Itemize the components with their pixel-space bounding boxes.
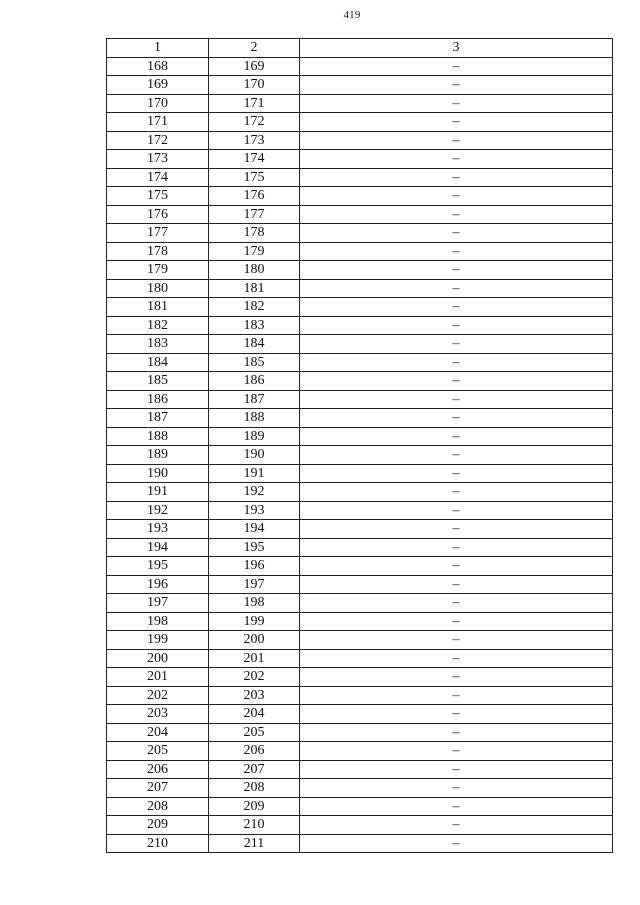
table-row [107, 520, 613, 539]
table-row [107, 187, 613, 206]
table-cell-col-1: 198 [107, 612, 209, 631]
table-cell-col-2: 181 [209, 279, 300, 298]
table-cell-col-2: 202 [209, 668, 300, 687]
column-header-1: 1 [107, 39, 209, 58]
table-cell-col-2: 206 [209, 742, 300, 761]
table-cell-col-2: 188 [209, 409, 300, 428]
table-cell-col-3: – [300, 298, 613, 317]
table-row [107, 335, 613, 354]
table-cell-col-2: 169 [209, 57, 300, 76]
table-row [107, 464, 613, 483]
table-cell-col-2: 196 [209, 557, 300, 576]
table-cell-col-1: 207 [107, 779, 209, 798]
table-cell-col-1: 206 [107, 760, 209, 779]
table-cell-col-3: – [300, 279, 613, 298]
table-cell-col-1: 209 [107, 816, 209, 835]
table-cell-col-2: 186 [209, 372, 300, 391]
table-cell-col-3: – [300, 686, 613, 705]
table-row [107, 797, 613, 816]
table-row [107, 57, 613, 76]
table-row [107, 501, 613, 520]
table-row [107, 409, 613, 428]
table-cell-col-1: 183 [107, 335, 209, 354]
table-cell-col-2: 207 [209, 760, 300, 779]
table-row [107, 390, 613, 409]
table-cell-col-1: 168 [107, 57, 209, 76]
table-cell-col-2: 211 [209, 834, 300, 853]
table-cell-col-3: – [300, 57, 613, 76]
table-cell-col-2: 185 [209, 353, 300, 372]
table-row [107, 834, 613, 853]
table-row [107, 131, 613, 150]
table-row [107, 816, 613, 835]
table-cell-col-3: – [300, 779, 613, 798]
table-cell-col-3: – [300, 834, 613, 853]
table-row [107, 779, 613, 798]
table-cell-col-1: 197 [107, 594, 209, 613]
table-cell-col-2: 204 [209, 705, 300, 724]
table-cell-col-1: 194 [107, 538, 209, 557]
table-row [107, 76, 613, 95]
table-cell-col-3: – [300, 242, 613, 261]
page-number: 419 [343, 9, 361, 21]
table-cell-col-1: 208 [107, 797, 209, 816]
table-cell-col-2: 191 [209, 464, 300, 483]
table-cell-col-3: – [300, 464, 613, 483]
table-cell-col-2: 200 [209, 631, 300, 650]
table-cell-col-2: 210 [209, 816, 300, 835]
table-cell-col-2: 183 [209, 316, 300, 335]
table-cell-col-1: 174 [107, 168, 209, 187]
table-cell-col-2: 175 [209, 168, 300, 187]
table-row [107, 742, 613, 761]
table-cell-col-2: 198 [209, 594, 300, 613]
table-row [107, 94, 613, 113]
table-cell-col-3: – [300, 575, 613, 594]
table-cell-col-1: 185 [107, 372, 209, 391]
table-cell-col-2: 173 [209, 131, 300, 150]
table-cell-col-1: 188 [107, 427, 209, 446]
table-row [107, 668, 613, 687]
table-cell-col-3: – [300, 538, 613, 557]
table-cell-col-1: 177 [107, 224, 209, 243]
table-cell-col-3: – [300, 187, 613, 206]
table-cell-col-3: – [300, 797, 613, 816]
table-row [107, 612, 613, 631]
table-row [107, 686, 613, 705]
table-cell-col-2: 209 [209, 797, 300, 816]
table-cell-col-2: 170 [209, 76, 300, 95]
table-cell-col-1: 180 [107, 279, 209, 298]
table-cell-col-1: 173 [107, 150, 209, 169]
column-header-2: 2 [209, 39, 300, 58]
table-cell-col-1: 184 [107, 353, 209, 372]
table-cell-col-3: – [300, 150, 613, 169]
table-row [107, 723, 613, 742]
table-row [107, 242, 613, 261]
table-cell-col-3: – [300, 668, 613, 687]
table-cell-col-2: 192 [209, 483, 300, 502]
table-cell-col-2: 208 [209, 779, 300, 798]
table-cell-col-3: – [300, 113, 613, 132]
table-row [107, 631, 613, 650]
table-cell-col-1: 193 [107, 520, 209, 539]
table-cell-col-3: – [300, 372, 613, 391]
table-body [107, 57, 613, 853]
table-row [107, 316, 613, 335]
table-cell-col-1: 210 [107, 834, 209, 853]
table-cell-col-3: – [300, 594, 613, 613]
table-cell-col-1: 186 [107, 390, 209, 409]
table-cell-col-2: 182 [209, 298, 300, 317]
table-cell-col-1: 199 [107, 631, 209, 650]
table-cell-col-3: – [300, 557, 613, 576]
table-cell-col-1: 179 [107, 261, 209, 280]
table-cell-col-3: – [300, 168, 613, 187]
table-row [107, 372, 613, 391]
table-cell-col-3: – [300, 742, 613, 761]
table-row [107, 279, 613, 298]
table-cell-col-2: 189 [209, 427, 300, 446]
table-cell-col-2: 174 [209, 150, 300, 169]
table-cell-col-1: 171 [107, 113, 209, 132]
table-cell-col-3: – [300, 520, 613, 539]
data-table [106, 38, 613, 853]
table-cell-col-2: 193 [209, 501, 300, 520]
table-cell-col-2: 177 [209, 205, 300, 224]
table-cell-col-2: 184 [209, 335, 300, 354]
table-cell-col-1: 182 [107, 316, 209, 335]
table-cell-col-3: – [300, 316, 613, 335]
table-cell-col-1: 176 [107, 205, 209, 224]
table-row [107, 760, 613, 779]
table-cell-col-3: – [300, 94, 613, 113]
table-cell-col-3: – [300, 501, 613, 520]
table-row [107, 205, 613, 224]
table-cell-col-3: – [300, 427, 613, 446]
table-cell-col-3: – [300, 205, 613, 224]
table-cell-col-1: 201 [107, 668, 209, 687]
table-cell-col-1: 200 [107, 649, 209, 668]
table-cell-col-3: – [300, 335, 613, 354]
table-cell-col-3: – [300, 353, 613, 372]
column-header-3: 3 [300, 39, 613, 58]
table-row [107, 113, 613, 132]
table-cell-col-3: – [300, 612, 613, 631]
table-row [107, 557, 613, 576]
table-cell-col-3: – [300, 261, 613, 280]
table-cell-col-1: 189 [107, 446, 209, 465]
table-cell-col-3: – [300, 649, 613, 668]
table-cell-col-2: 179 [209, 242, 300, 261]
table-cell-col-3: – [300, 483, 613, 502]
table-cell-col-2: 187 [209, 390, 300, 409]
table-cell-col-1: 191 [107, 483, 209, 502]
table-cell-col-1: 181 [107, 298, 209, 317]
table-cell-col-3: – [300, 446, 613, 465]
table-row [107, 575, 613, 594]
table-cell-col-3: – [300, 705, 613, 724]
table-cell-col-1: 202 [107, 686, 209, 705]
table-cell-col-1: 195 [107, 557, 209, 576]
table-cell-col-1: 178 [107, 242, 209, 261]
table-cell-col-2: 190 [209, 446, 300, 465]
table-cell-col-1: 192 [107, 501, 209, 520]
table-row [107, 353, 613, 372]
table-cell-col-1: 169 [107, 76, 209, 95]
table-cell-col-1: 203 [107, 705, 209, 724]
table-cell-col-1: 172 [107, 131, 209, 150]
table-row [107, 150, 613, 169]
table-row [107, 483, 613, 502]
table-cell-col-1: 204 [107, 723, 209, 742]
table-cell-col-3: – [300, 76, 613, 95]
table-row [107, 427, 613, 446]
table-row [107, 168, 613, 187]
table-row [107, 298, 613, 317]
table-cell-col-3: – [300, 390, 613, 409]
table-cell-col-2: 205 [209, 723, 300, 742]
table-cell-col-2: 180 [209, 261, 300, 280]
table-cell-col-2: 201 [209, 649, 300, 668]
table-cell-col-2: 171 [209, 94, 300, 113]
table-cell-col-1: 187 [107, 409, 209, 428]
table-cell-col-2: 203 [209, 686, 300, 705]
table-cell-col-1: 196 [107, 575, 209, 594]
table-cell-col-3: – [300, 631, 613, 650]
table-cell-col-1: 170 [107, 94, 209, 113]
table-row [107, 446, 613, 465]
table-row [107, 705, 613, 724]
table-row [107, 538, 613, 557]
table-cell-col-2: 178 [209, 224, 300, 243]
table-cell-col-2: 176 [209, 187, 300, 206]
table-row [107, 649, 613, 668]
table-row [107, 224, 613, 243]
table-cell-col-2: 194 [209, 520, 300, 539]
table-row [107, 261, 613, 280]
table-cell-col-3: – [300, 409, 613, 428]
table-cell-col-1: 205 [107, 742, 209, 761]
table-cell-col-3: – [300, 131, 613, 150]
table-cell-col-2: 197 [209, 575, 300, 594]
table-cell-col-1: 175 [107, 187, 209, 206]
table-cell-col-3: – [300, 723, 613, 742]
table-cell-col-3: – [300, 816, 613, 835]
table-header [107, 39, 613, 58]
table-cell-col-3: – [300, 760, 613, 779]
table-row [107, 594, 613, 613]
table-cell-col-3: – [300, 224, 613, 243]
table-cell-col-1: 190 [107, 464, 209, 483]
table-cell-col-2: 195 [209, 538, 300, 557]
table-cell-col-2: 172 [209, 113, 300, 132]
header-row [107, 39, 613, 58]
table-cell-col-2: 199 [209, 612, 300, 631]
